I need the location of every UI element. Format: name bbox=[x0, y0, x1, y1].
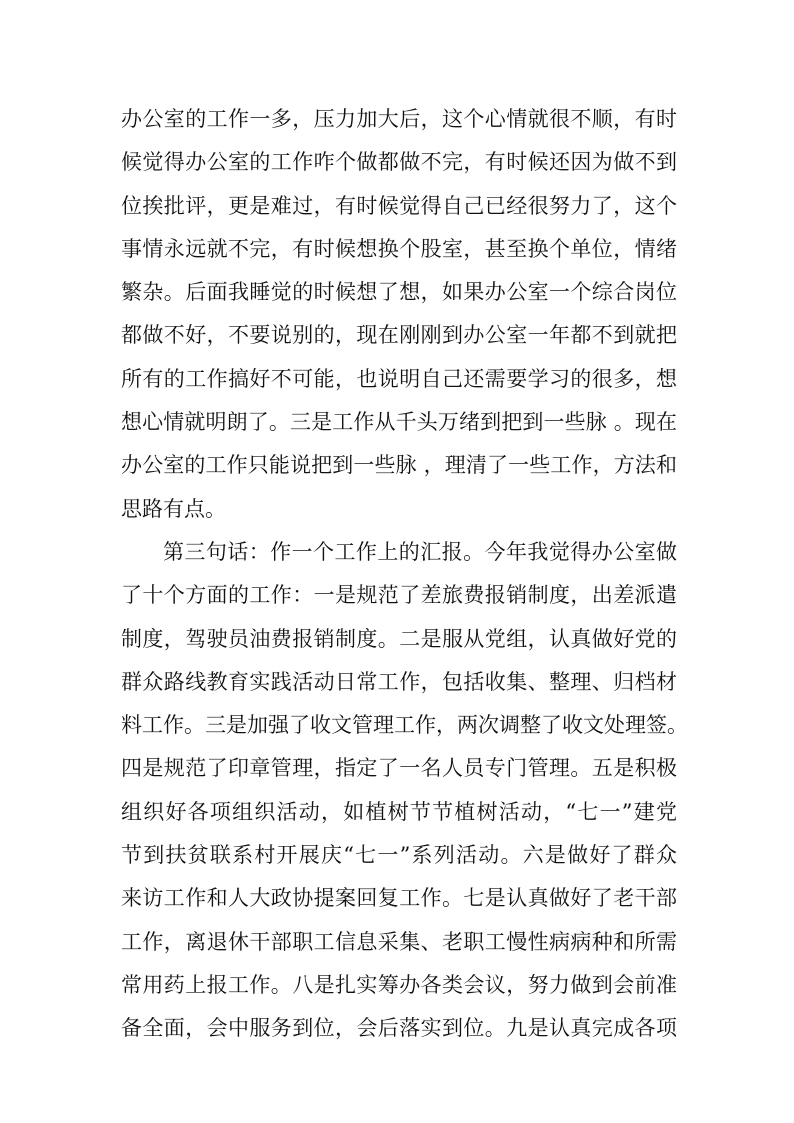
text-line-19: 来访工作和人大政协提案回复工作。七是认真做好了老干部 bbox=[121, 886, 677, 911]
text-line-3: 位挨批评，更是难过，有时候觉得自己已经很努力了，这个 bbox=[121, 193, 677, 218]
text-line-14: 群众路线教育实践活动日常工作，包括收集、整理、归档材 bbox=[121, 669, 677, 694]
text-line-11-paragraph-start: 第三句话：作一个工作上的汇报。今年我觉得办公室做 bbox=[163, 539, 677, 564]
text-line-16: 四是规范了印章管理，指定了一名人员专门管理。五是积极 bbox=[121, 756, 677, 781]
text-line-18: 节到扶贫联系村开展庆“七一”系列活动。六是做好了群众 bbox=[121, 843, 677, 868]
text-line-21: 常用药上报工作。八是扎实筹办各类会议，努力做到会前准 bbox=[121, 972, 677, 997]
text-line-10: 思路有点。 bbox=[121, 496, 226, 521]
text-line-6: 都做不好，不要说别的，现在刚刚到办公室一年都不到就把 bbox=[121, 323, 677, 348]
text-line-22: 备全面，会中服务到位，会后落实到位。九是认真完成各项 bbox=[121, 1016, 677, 1041]
text-line-4: 事情永远就不完，有时候想换个股室，甚至换个单位，情绪 bbox=[121, 236, 677, 261]
text-line-17: 组织好各项组织活动，如植树节节植树活动，“七一”建党 bbox=[121, 799, 677, 824]
document-body bbox=[121, 98, 688, 1051]
text-line-9: 办公室的工作只能说把到一些脉 ，理清了一些工作，方法和 bbox=[121, 453, 677, 478]
text-line-7: 所有的工作搞好不可能，也说明自己还需要学习的很多，想 bbox=[121, 366, 677, 391]
text-line-15: 料工作。三是加强了收文管理工作，两次调整了收文处理签。 bbox=[121, 713, 688, 738]
text-line-8: 想心情就明朗了。三是工作从千头万绪到把到一些脉 。现在 bbox=[121, 410, 677, 435]
text-line-1: 办公室的工作一多，压力加大后，这个心情就很不顺，有时 bbox=[121, 107, 677, 131]
text-line-13: 制度，驾驶员油费报销制度。二是服从党组，认真做好党的 bbox=[121, 626, 677, 651]
text-line-2: 候觉得办公室的工作咋个做都做不完，有时候还因为做不到 bbox=[121, 150, 677, 175]
text-line-12: 了十个方面的工作：一是规范了差旅费报销制度，出差派遣 bbox=[121, 583, 677, 608]
text-line-20: 工作，离退休干部职工信息采集、老职工慢性病病种和所需 bbox=[121, 929, 677, 954]
text-line-5: 繁杂。后面我睡觉的时候想了想，如果办公室一个综合岗位 bbox=[121, 280, 677, 305]
